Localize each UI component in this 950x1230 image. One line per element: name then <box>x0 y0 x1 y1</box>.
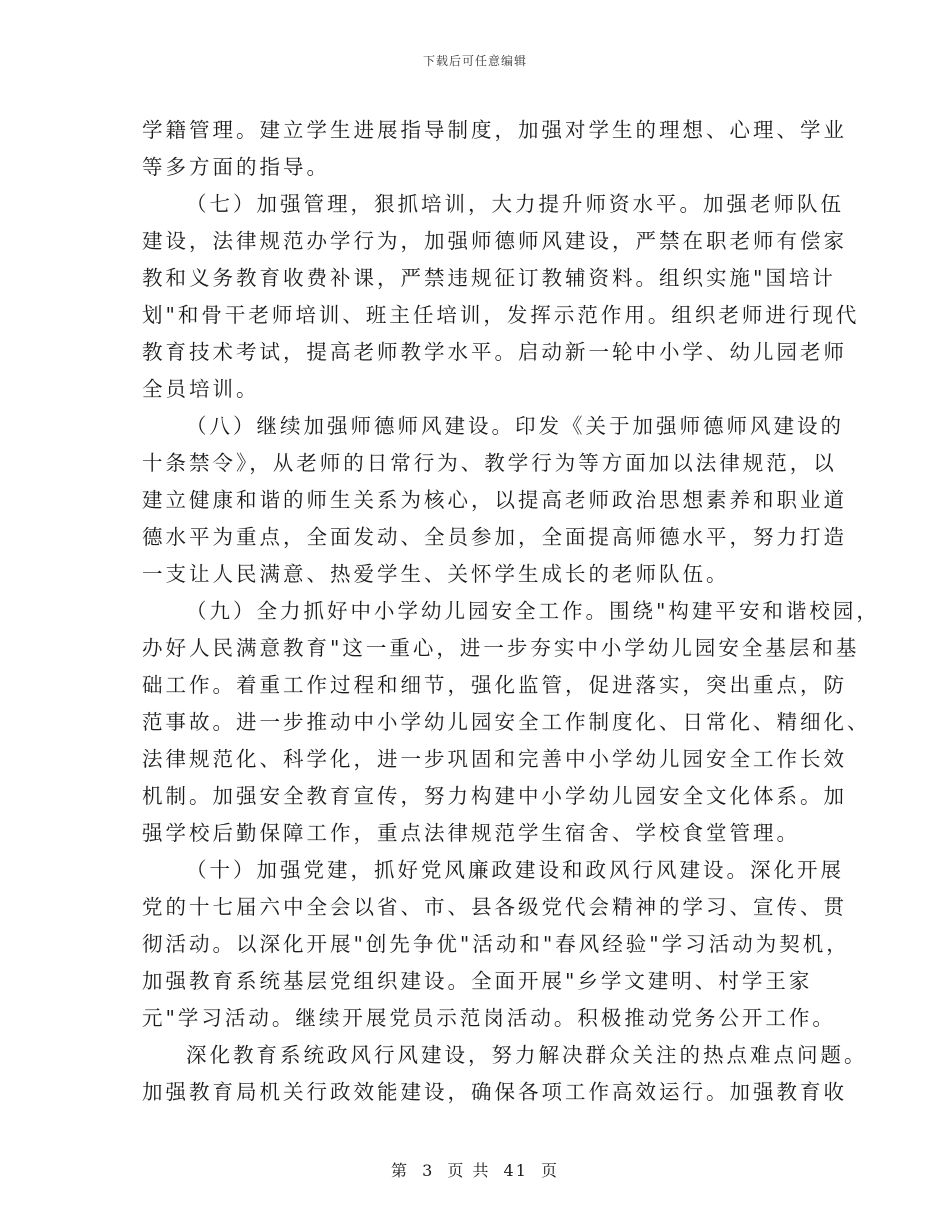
text-line: 十条禁令》，从老师的日常行为、教学行为等方面加以法律规范，以 <box>142 451 837 475</box>
text-line: 建设，法律规范办学行为，加强师德师风建设，严禁在职老师有偿家 <box>142 229 847 253</box>
footer-suffix: 页 <box>541 1161 560 1180</box>
text-line: 党的十七届六中全会以省、市、县各级党代会精神的学习、宣传、贯 <box>142 895 847 919</box>
text-line: （十）加强党建，抓好党风廉政建设和政风行风建设。深化开展 <box>186 858 844 882</box>
text-line: 办好人民满意教育"这一重心，进一步夯实中小学幼儿园安全基层和基 <box>142 636 860 660</box>
text-line: 范事故。进一步推动中小学幼儿园安全工作制度化、日常化、精细化、 <box>142 710 871 734</box>
text-line: 建立健康和谐的师生关系为核心，以提高老师政治思想素养和职业道 <box>142 488 847 512</box>
text-line: 学籍管理。建立学生进展指导制度，加强对学生的理想、心理、学业 <box>142 118 847 142</box>
text-line: 教育技术考试，提高老师教学水平。启动新一轮中小学、幼儿园老师 <box>142 340 847 364</box>
text-line: 机制。加强安全教育宣传，努力构建中小学幼儿园安全文化体系。加 <box>142 784 847 808</box>
text-line: 一支让人民满意、热爱学生、关怀学生成长的老师队伍。 <box>142 562 730 586</box>
text-line: 法律规范化、科学化，进一步巩固和完善中小学幼儿园安全工作长效 <box>142 747 847 771</box>
page-header: 下载后可任意编辑 <box>422 54 527 68</box>
text-line: 划"和骨干老师培训、班主任培训，发挥示范作用。组织老师进行现代 <box>142 303 860 327</box>
text-line: 强学校后勤保障工作，重点法律规范学生宿舍、学校食堂管理。 <box>142 821 800 845</box>
document-body <box>142 112 880 1111</box>
text-line: （七）加强管理，狠抓培训，大力提升师资水平。加强老师队伍 <box>186 192 844 216</box>
footer-middle: 页 共 <box>447 1161 491 1180</box>
text-line: 等多方面的指导。 <box>142 155 330 179</box>
text-line: 深化教育系统政风行风建设，努力解决群众关注的热点难点问题。 <box>186 1043 868 1067</box>
text-line: 元"学习活动。继续开展党员示范岗活动。积极推动党务公开工作。 <box>142 1006 836 1030</box>
text-line: 全员培训。 <box>142 377 260 401</box>
page-footer <box>0 1158 950 1181</box>
text-line: 加强教育局机关行政效能建设，确保各项工作高效运行。加强教育收 <box>142 1080 847 1104</box>
text-line: 础工作。着重工作过程和细节，强化监管，促进落实，突出重点，防 <box>142 673 847 697</box>
footer-prefix: 第 <box>390 1161 409 1180</box>
total-pages: 41 <box>503 1161 528 1180</box>
text-line: 彻活动。以深化开展"创先争优"活动和"春风经验"学习活动为契机， <box>142 932 850 956</box>
text-line: 德水平为重点，全面发动、全员参加，全面提高师德水平，努力打造 <box>142 525 847 549</box>
text-line: 加强教育系统基层党组织建设。全面开展"乡学文建明、村学王家 <box>142 969 813 993</box>
text-line: 教和义务教育收费补课，严禁违规征订教辅资料。组织实施"国培计 <box>142 266 836 290</box>
text-line: （九）全力抓好中小学幼儿园安全工作。围绕"构建平安和谐校园， <box>186 599 880 623</box>
text-line: （八）继续加强师德师风建设。印发《关于加强师德师风建设的 <box>186 414 844 438</box>
page-number: 3 <box>422 1161 435 1180</box>
